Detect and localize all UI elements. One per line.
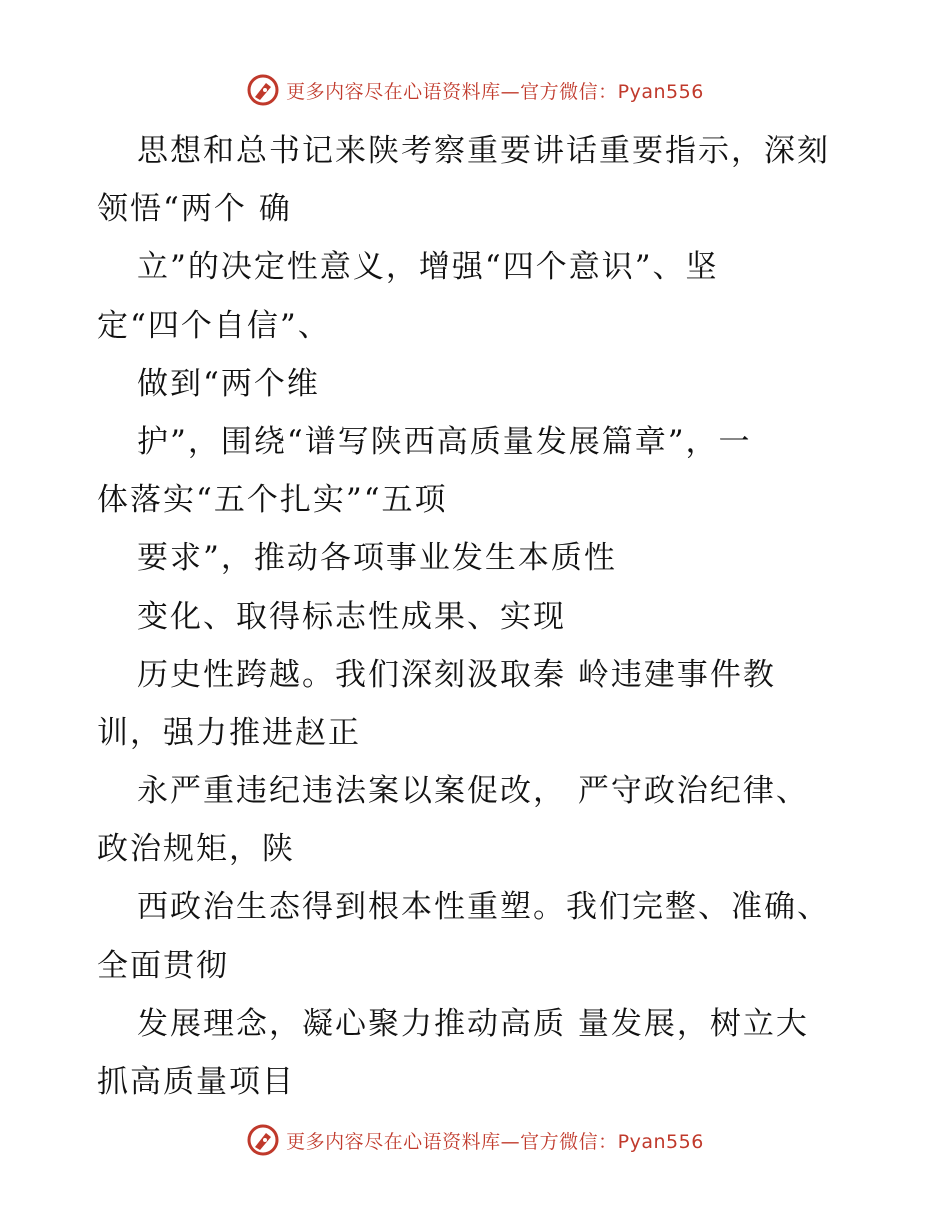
body-line: 抓高质量项目 [97,1064,295,1100]
body-line: 要求”，推动各项事业发生本质性 [137,540,617,577]
body-line: 永严重违纪违法案以案促改， 严守政治纪律、 [137,773,809,810]
body-line: 体落实“五个扎实”“五项 [97,482,448,519]
watermark-text: 更多内容尽在心语资料库—官方微信：Pyan556 [286,80,704,103]
pen-nib-circle-icon [246,73,280,107]
header-watermark [0,70,950,110]
body-line: 政治规矩，陕 [97,831,295,868]
body-line: 立”的决定性意义，增强“四个意识”、坚 [137,249,719,286]
body-line: 训，强力推进赵正 [97,714,361,751]
body-line: 思想和总书记来陕考察重要讲话重要指示，深刻 [137,133,830,169]
document-body [97,122,867,1111]
body-line: 护”，围绕“谱写陕西高质量发展篇章”，一 [137,423,752,460]
body-line: 西政治生态得到根本性重塑。我们完整、准确、 [137,889,830,926]
pen-nib-circle-icon [246,1123,280,1157]
body-line: 做到“两个维 [137,365,320,402]
body-line: 历史性跨越。我们深刻汲取秦 岭违建事件教 [137,656,776,693]
body-line: 全面贯彻 [97,947,229,984]
body-line: 发展理念，凝心聚力推动高质 量发展，树立大 [137,1005,809,1042]
body-line: 变化、取得标志性成果、实现 [137,598,566,635]
body-line: 定“四个自信”、 [97,307,331,344]
footer-watermark [0,1120,950,1160]
watermark-text: 更多内容尽在心语资料库—官方微信：Pyan556 [286,1130,704,1153]
body-line: 领悟“两个 确 [97,191,292,228]
